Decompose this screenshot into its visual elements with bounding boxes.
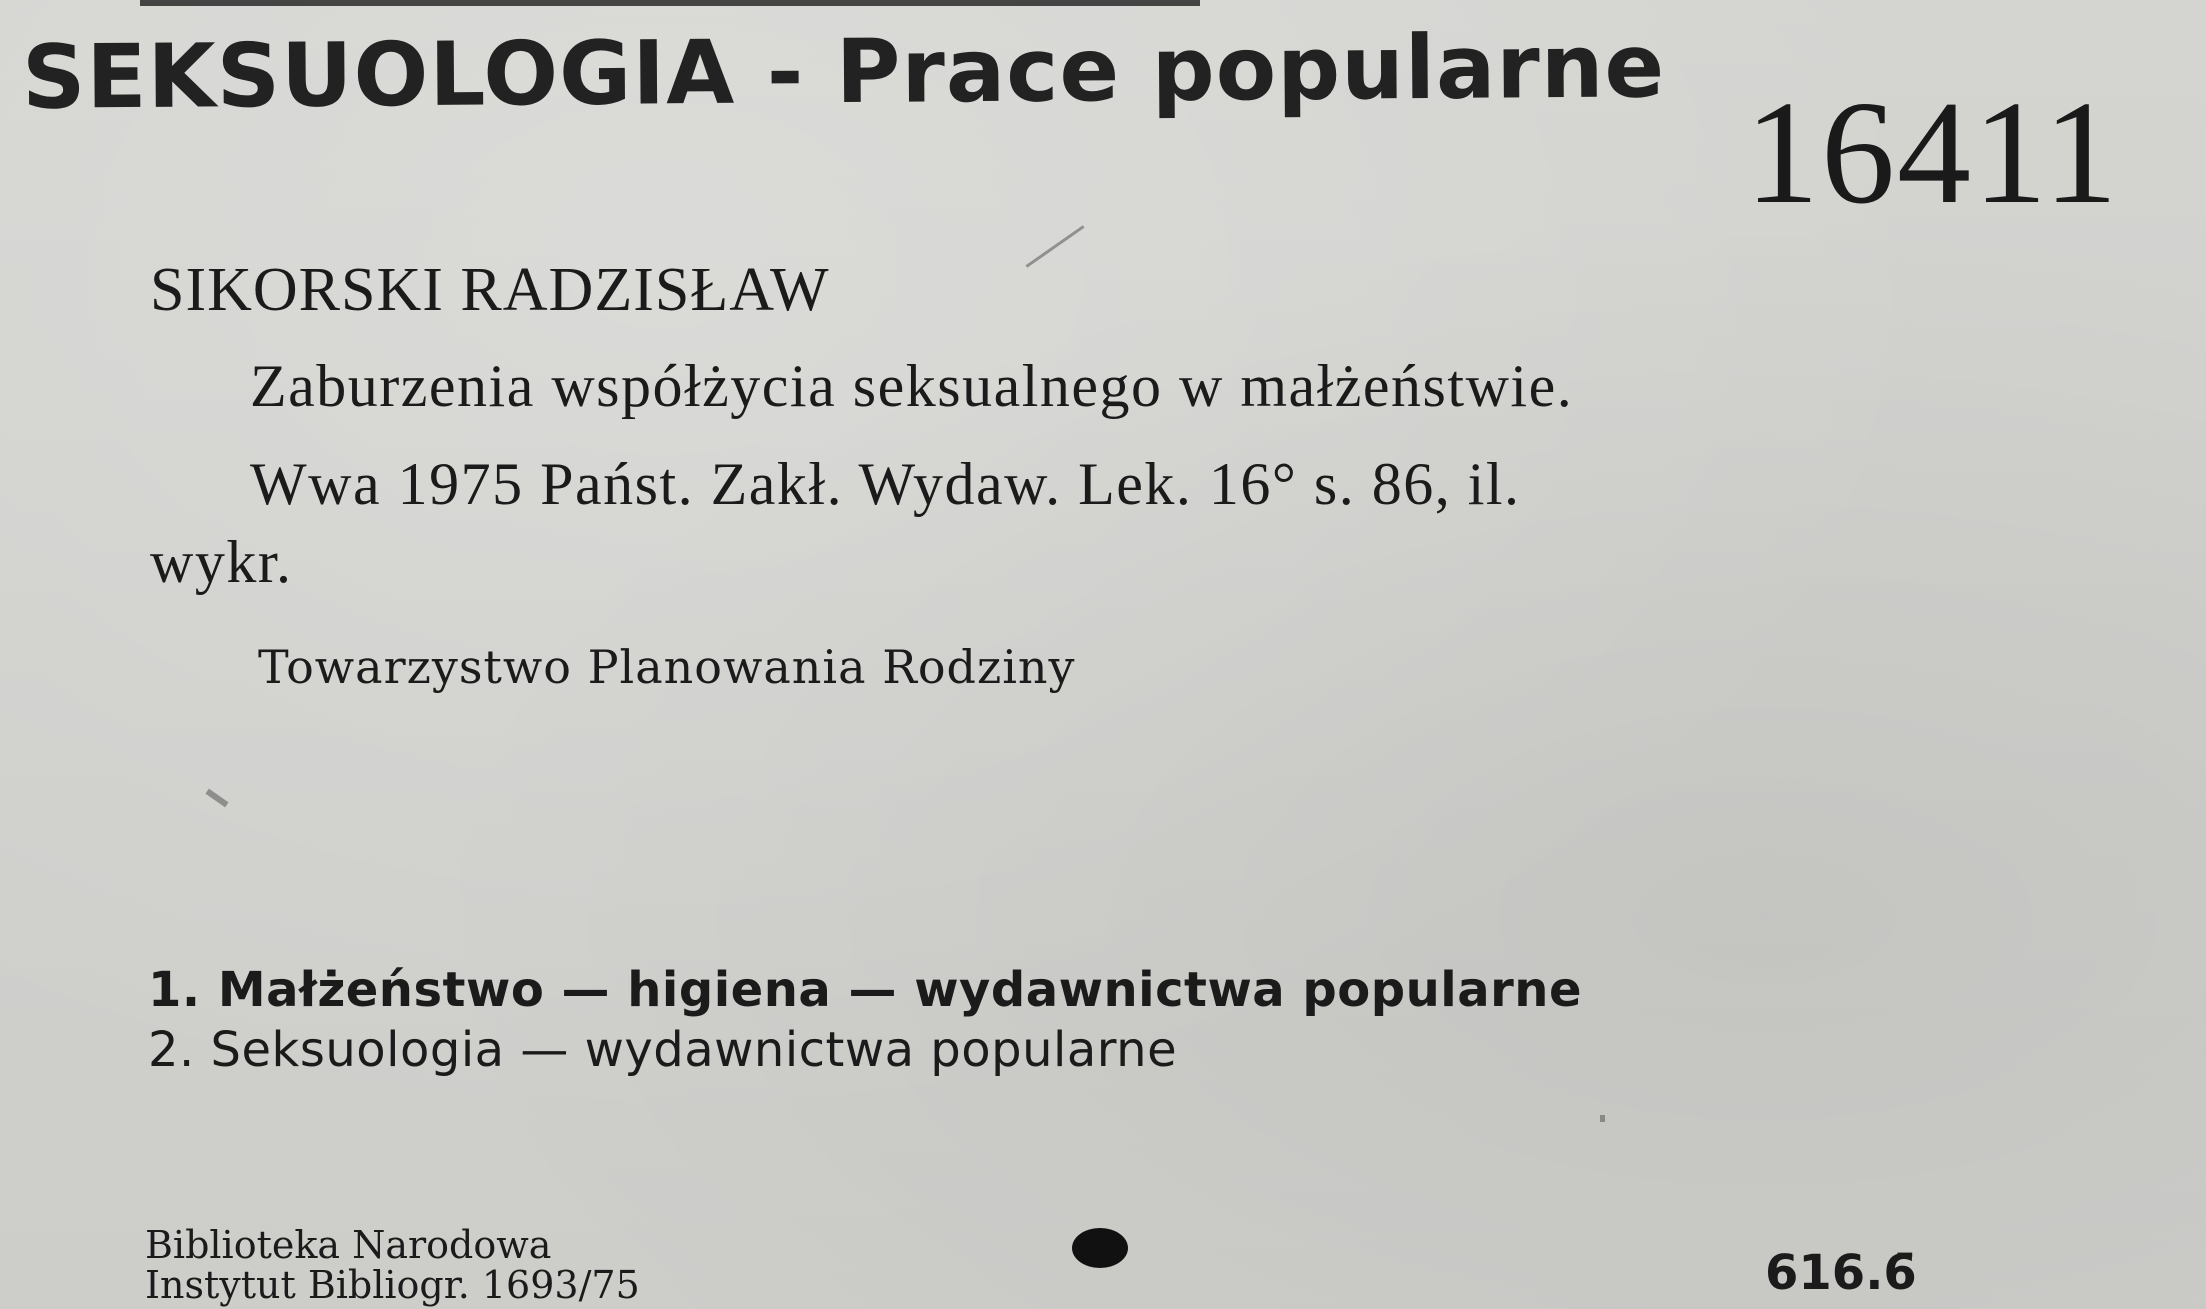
library-footer (145, 1225, 640, 1305)
subject-heading-1: 1. Małżeństwo — higiena — wydawnictwa popularne (148, 962, 1583, 1018)
pen-mark-3 (1600, 1115, 1605, 1122)
imprint-line-2: wykr. (150, 529, 293, 595)
book-title: Zaburzenia współżycia seksualnego w małżeństwie. (250, 353, 1574, 419)
handwritten-subject-heading: SEKSUOLOGIA - Prace popularne (21, 14, 1666, 129)
library-name: Biblioteka Narodowa (145, 1223, 552, 1267)
pen-mark-2 (205, 789, 228, 808)
punch-hole (1072, 1228, 1128, 1268)
series-statement: Towarzystwo Planowania Rodziny (258, 640, 1076, 694)
call-number: 16411 (1745, 71, 2120, 235)
institute-line: Instytut Bibliogr. 1693/75 (145, 1263, 640, 1307)
subject-heading-2: 2. Seksuologia — wydawnictwa popularne (148, 1022, 1178, 1078)
pen-mark-1 (1025, 225, 1084, 268)
classification-number: 616.6̄ (1765, 1245, 1917, 1301)
author-name: SIKORSKI RADZISŁAW (150, 256, 830, 324)
subject-headings (148, 960, 1582, 1080)
card-top-edge (140, 0, 1200, 6)
imprint-line-1: Wwa 1975 Państ. Zakł. Wydaw. Lek. 16° s. 86, il. (250, 451, 1521, 517)
